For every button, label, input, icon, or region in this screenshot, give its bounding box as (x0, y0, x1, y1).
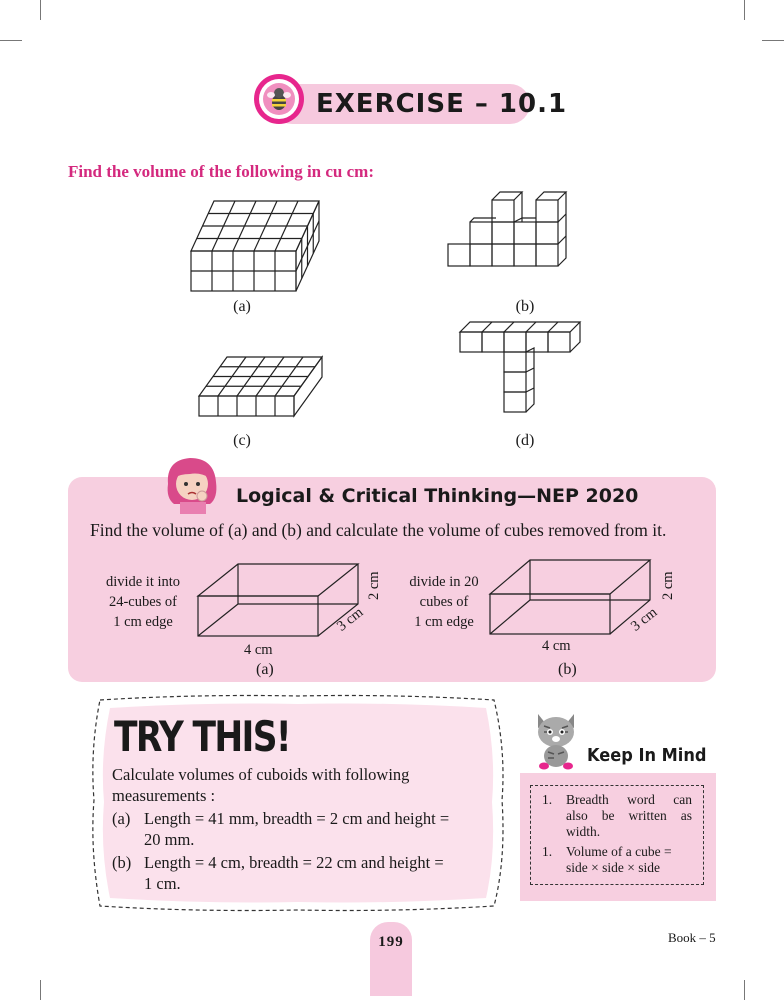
box-a-depth: 3 cm (334, 604, 367, 635)
keep-in-mind-item-1: Breadth word can also be written as width. (566, 792, 692, 839)
page-number: 199 (378, 934, 404, 950)
box-a-length: 4 cm (244, 642, 273, 658)
box-b-length: 4 cm (542, 638, 571, 654)
logical-thinking-title: Logical & Critical Thinking—NEP 2020 (236, 485, 639, 507)
try-this-item-a-marker: (a) (112, 809, 131, 828)
keep-in-mind-item-2-number: 1. (542, 844, 553, 859)
crop-mark (40, 980, 41, 1000)
thinking-girl-icon (160, 454, 226, 516)
figure-c-label: (c) (233, 432, 251, 449)
crop-mark (744, 0, 745, 20)
box-a-label: (a) (256, 661, 274, 678)
crop-mark (762, 40, 784, 41)
box-b-label: (b) (558, 661, 577, 678)
try-this-title: TRY THIS! (114, 712, 290, 761)
box-b-depth: 3 cm (628, 604, 661, 635)
keep-in-mind-title: Keep In Mind (587, 745, 707, 766)
try-this-intro: Calculate volumes of cuboids with following measurements : (112, 765, 410, 805)
try-this-item-b-marker: (b) (112, 853, 132, 872)
book-label: Book – 5 (668, 930, 716, 945)
box-b-note: divide in 20 cubes of 1 cm edge (409, 574, 479, 630)
keep-in-mind-item-1-number: 1. (542, 792, 553, 807)
keep-in-mind-item-2: Volume of a cube = side × side × side (566, 844, 672, 875)
crop-mark (40, 0, 41, 20)
try-this-item-b: Length = 4 cm, breadth = 22 cm and height = 1 cm. (144, 853, 444, 893)
figure-b-label: (b) (515, 298, 535, 315)
exercise-instruction: Find the volume of the following in cu cm: (68, 162, 374, 181)
box-a-height: 2 cm (366, 571, 382, 600)
figure-a-label: (a) (233, 298, 251, 315)
figure-c-cuboid (196, 354, 326, 420)
logical-thinking-question: Find the volume of (a) and (b) and calculate the volume of cubes removed from it. (90, 520, 667, 540)
figure-d-cuboid (456, 318, 588, 420)
figure-a-cuboid (186, 196, 326, 296)
figure-d-label: (d) (515, 432, 535, 449)
cat-mascot-icon (530, 708, 582, 770)
box-a-note: divide it into 24-cubes of 1 cm edge (105, 574, 181, 630)
exercise-title: EXERCISE – 10.1 (316, 89, 568, 119)
figure-b-cuboid (444, 188, 576, 270)
box-b-height: 2 cm (660, 571, 676, 600)
try-this-item-a: Length = 41 mm, breadth = 2 cm and height = 20 mm. (144, 809, 450, 849)
bee-badge-icon (254, 74, 304, 124)
crop-mark (0, 40, 22, 41)
crop-mark (744, 980, 745, 1000)
